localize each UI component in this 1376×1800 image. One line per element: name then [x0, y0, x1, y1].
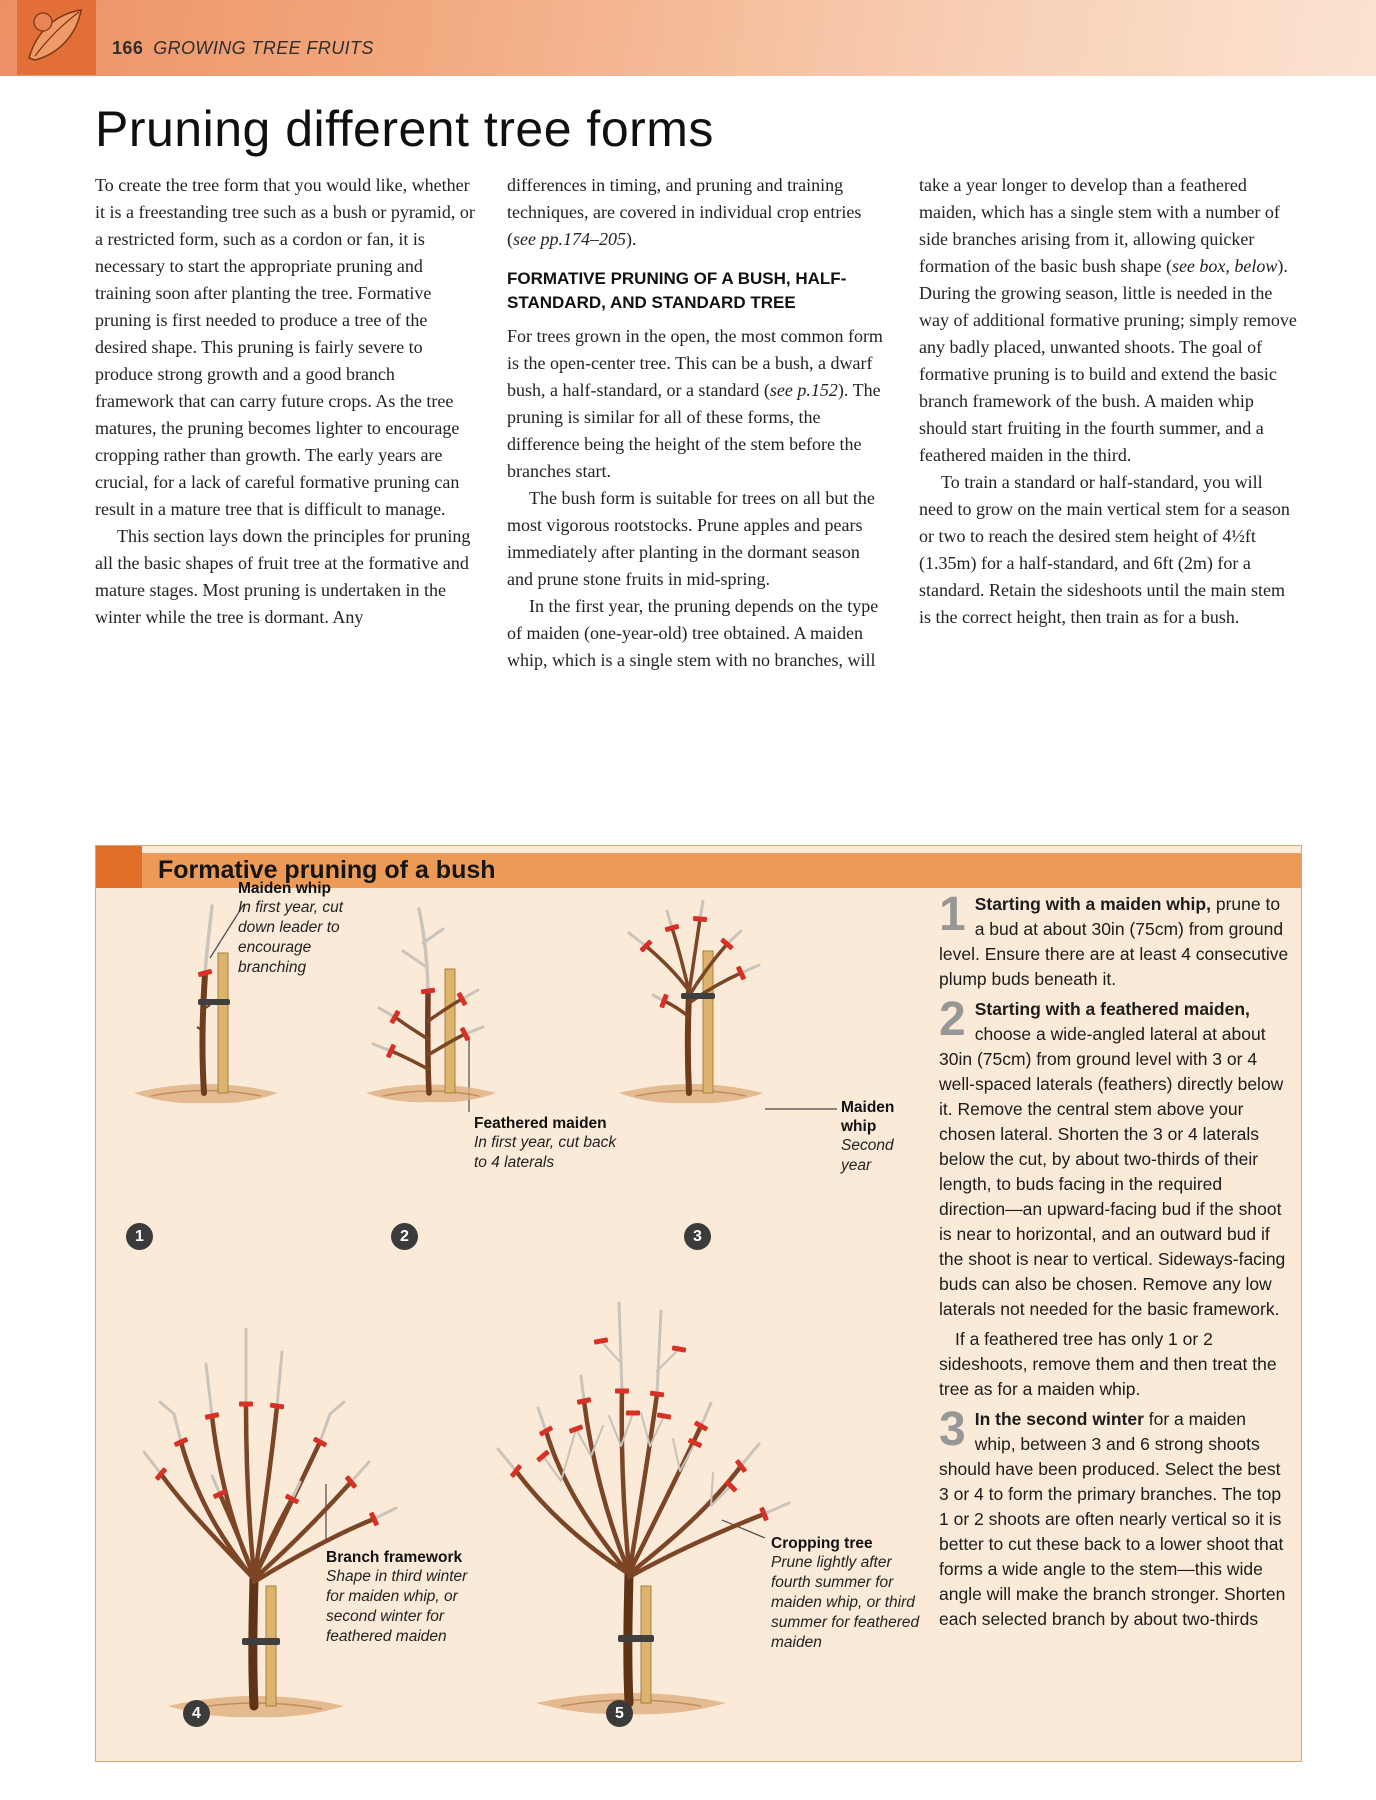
stake	[266, 1586, 276, 1706]
tree-tie	[681, 993, 715, 999]
step-marker-2: 2	[391, 1223, 418, 1250]
box-header-tab	[96, 846, 142, 888]
tree-tie	[242, 1638, 280, 1645]
formative-pruning-box	[95, 845, 1302, 1762]
tree-tie	[198, 999, 230, 1005]
page-header-band	[0, 0, 1376, 76]
tree-tie	[618, 1635, 654, 1642]
label-leader-lines	[210, 904, 837, 1542]
step-2: 2 Starting with a feathered maiden, choose a wide-angled lateral at about 30in (75cm) from ground level with 3 or 4 well-spaced laterals (feathers) directly below it. Remove the central stem above your chosen lateral. Shorten the 3 or 4 laterals below the cut, by about two-thirds of their length, to buds facing in the required direction—an upward-facing bud if the shoot is near to horizontal, and an outward bud if the shoot is near to vertical. Sideways-facing buds can also be chosen. Remove any low laterals not needed for the basic framework.	[939, 993, 1286, 1319]
step-3: 3 In the second winter for a maiden whip, between 3 and 6 strong shoots should have been produced. Select the best 3 or 4 to form the primary branches. The top 1 or 2 shoots are often nearly vertical so it is better to cut these back to a lower shoot that forms a wide angle to the stem—this wide angle will make the branch stronger. Shorten each selected branch by about two-thirds	[939, 1403, 1286, 1629]
step-3-numeral: 3	[939, 1403, 966, 1456]
paragraph: take a year longer to develop than a feathered maiden, which has a single stem with a number of side branches arising from it, allowing quicker formation of the basic bush shape (see box, below). During the growing season, little is needed in the way of additional formative pruning; simply remove any badly placed, unwanted shoots. The goal of formative pruning is to build and extend the basic branch framework of the bush. A maiden whip should start fruiting in the fourth summer, and a feathered maiden in the third.	[919, 175, 1297, 465]
step-1: 1 Starting with a maiden whip, prune to a bud at about 30in (75cm) from ground level. Ensure there are at least 4 consecutive plump buds beneath it.	[939, 888, 1289, 989]
box-step-instructions	[939, 888, 1289, 1637]
text-column-2	[507, 172, 889, 674]
running-head-title: GROWING TREE FRUITS	[153, 38, 374, 58]
tree-5-cropping-tree-illustration	[498, 1303, 789, 1714]
step-marker-4: 4	[183, 1700, 210, 1727]
step-marker-3: 3	[684, 1223, 711, 1250]
stake	[445, 969, 455, 1093]
paragraph: For trees grown in the open, the most common form is the open-center tree. This can be a bush, a dwarf bush, a half-standard, or a standard (see p.152). The pruning is similar for all of these forms, the difference being the height of the stem before the branches start.	[507, 326, 883, 481]
label-maiden-whip-1: Maiden whip In first year, cut down leader to encourage branching	[238, 880, 344, 976]
label-maiden-whip-2: Maiden whip Second year	[841, 1099, 895, 1174]
step-marker-1: 1	[126, 1223, 153, 1250]
paragraph: To train a standard or half-standard, you will need to grow on the main vertical stem for a season or two to reach the desired stem height of 4½ft (1.35m) for a half-standard, and 6ft (2m) for a standard. Retain the sideshoots until the main stem is the correct height, then train as for a bush.	[919, 472, 1290, 627]
corner-decoration	[17, 0, 96, 75]
step-2-numeral: 2	[939, 993, 966, 1046]
box-title: Formative pruning of a bush	[158, 856, 496, 884]
page-title: Pruning different tree forms	[95, 101, 714, 157]
paragraph: differences in timing, and pruning and training techniques, are covered in individual crop entries (see pp.174–205).	[507, 175, 862, 249]
running-head	[112, 38, 374, 59]
page-number: 166	[112, 38, 144, 58]
paragraph: This section lays down the principles for pruning all the basic shapes of fruit tree at the formative and mature stages. Most pruning is undertaken in the winter while the tree is dormant. Any	[95, 526, 471, 627]
step-2-note: If a feathered tree has only 1 or 2 sideshoots, remove them and then treat the tree as for a maiden whip.	[939, 1329, 1277, 1399]
label-cropping-tree: Cropping tree Prune lightly after fourth summer for maiden whip, or third summer for feathered maiden	[771, 1535, 920, 1651]
leaf-decoration-icon	[17, 0, 96, 75]
step-1-numeral: 1	[939, 888, 966, 941]
stake	[218, 953, 228, 1093]
paragraph: To create the tree form that you would like, whether it is a freestanding tree such as a bush or pyramid, or a restricted form, such as a cordon or fan, it is necessary to start the appropriate pruning and training soon after planting the tree. Formative pruning is first needed to produce a tree of the desired shape. This pruning is fairly severe to produce strong growth and a good branch framework that can carry future crops. As the tree matures, the pruning becomes lighter to encourage cropping rather than growth. The early years are crucial, for a lack of careful formative pruning can result in a mature tree that is difficult to manage.	[95, 175, 475, 519]
tree-3-maiden-whip-year2-illustration	[619, 901, 763, 1103]
paragraph: The bush form is suitable for trees on all but the most vigorous rootstocks. Prune apples and pears immediately after planting in the dormant season and prune stone fruits in mid-spring.	[507, 488, 875, 589]
paragraph: In the first year, the pruning depends on the type of maiden (one-year-old) tree obtained. A maiden whip, which is a single stem with no branches, will	[507, 596, 879, 670]
tree-4-branch-framework-illustration	[144, 1329, 396, 1717]
section-heading: FORMATIVE PRUNING OF A BUSH, HALF-STANDARD, AND STANDARD TREE	[507, 269, 847, 312]
label-feathered-maiden: Feathered maiden In first year, cut back to 4 laterals	[474, 1115, 617, 1171]
step-marker-5: 5	[606, 1700, 633, 1727]
text-column-3	[919, 172, 1301, 631]
tree-2-feathered-maiden-illustration	[366, 909, 496, 1102]
text-column-1	[95, 172, 477, 631]
stake	[641, 1586, 651, 1703]
pruning-cut-marks	[510, 1337, 769, 1521]
label-branch-framework: Branch framework Shape in third winter for maiden whip, or second winter for feathered maiden	[326, 1549, 468, 1645]
